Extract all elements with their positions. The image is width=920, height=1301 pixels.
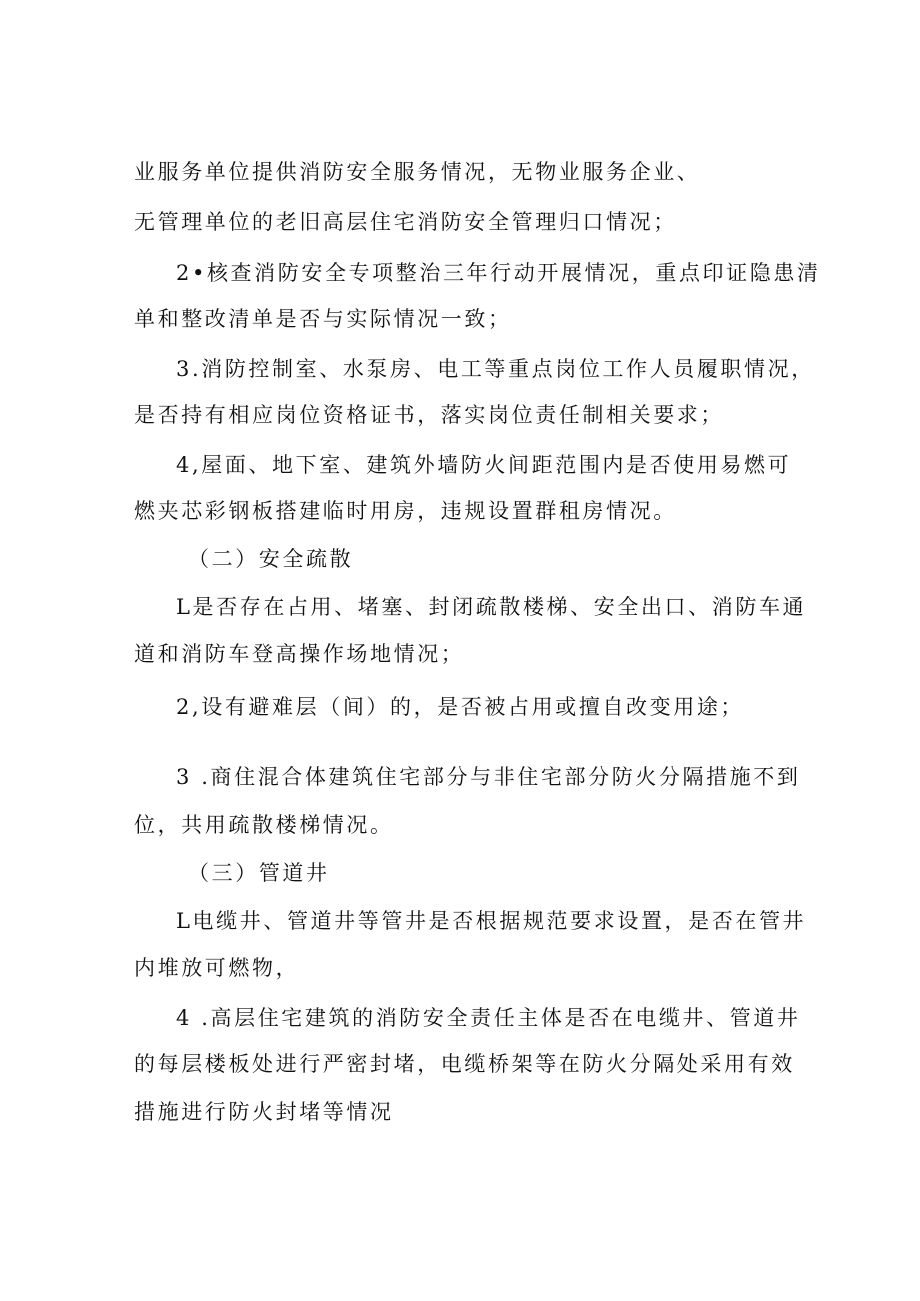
paragraph-line: 位，共用疏散楼梯情况。 — [134, 813, 394, 837]
paragraph-line: 是否持有相应岗位资格证书，落实岗位责任制相关要求； — [134, 403, 724, 427]
paragraph-line: 3 .商住混合体建筑住宅部分与非住宅部分防火分隔措施不到 — [176, 765, 801, 789]
paragraph-line: L是否存在占用、堵塞、封闭疏散楼梯、安全出口、消防车通 — [176, 595, 807, 619]
section-heading: （三）管道井 — [188, 861, 330, 885]
section-heading: （二）安全疏散 — [188, 547, 354, 571]
paragraph-line: 单和整改清单是否与实际情况一致； — [134, 307, 512, 331]
paragraph-line: L电缆井、管道井等管井是否根据规范要求设置，是否在管井 — [176, 909, 807, 933]
paragraph-line: 道和消防车登高操作场地情况； — [134, 642, 465, 666]
paragraph-line: 2•核查消防安全专项整治三年行动开展情况，重点印证隐患清 — [176, 261, 821, 285]
paragraph-line: 措施进行防火封堵等情况 — [134, 1100, 394, 1124]
paragraph-line: 4 .高层住宅建筑的消防安全责任主体是否在电缆井、管道井 — [176, 1006, 801, 1030]
paragraph-line: 2,设有避难层（间）的，是否被占用或擅自改变用途； — [176, 695, 745, 719]
paragraph-line: 业服务单位提供消防安全服务情况，无物业服务企业、 — [134, 160, 701, 184]
paragraph-line: 4,屋面、地下室、建筑外墙防火间距范围内是否使用易燃可 — [176, 453, 792, 477]
paragraph-line: 3.消防控制室、水泵房、电工等重点岗位工作人员履职情况， — [176, 357, 815, 381]
paragraph-line: 燃夹芯彩钢板搭建临时用房，违规设置群租房情况。 — [134, 499, 677, 523]
paragraph-line: 的每层楼板处进行严密封堵，电缆桥架等在防火分隔处采用有效 — [134, 1052, 795, 1076]
paragraph-line: 无管理单位的老旧高层住宅消防安全管理归口情况； — [134, 210, 677, 234]
paragraph-line: 内堆放可燃物， — [134, 956, 300, 980]
